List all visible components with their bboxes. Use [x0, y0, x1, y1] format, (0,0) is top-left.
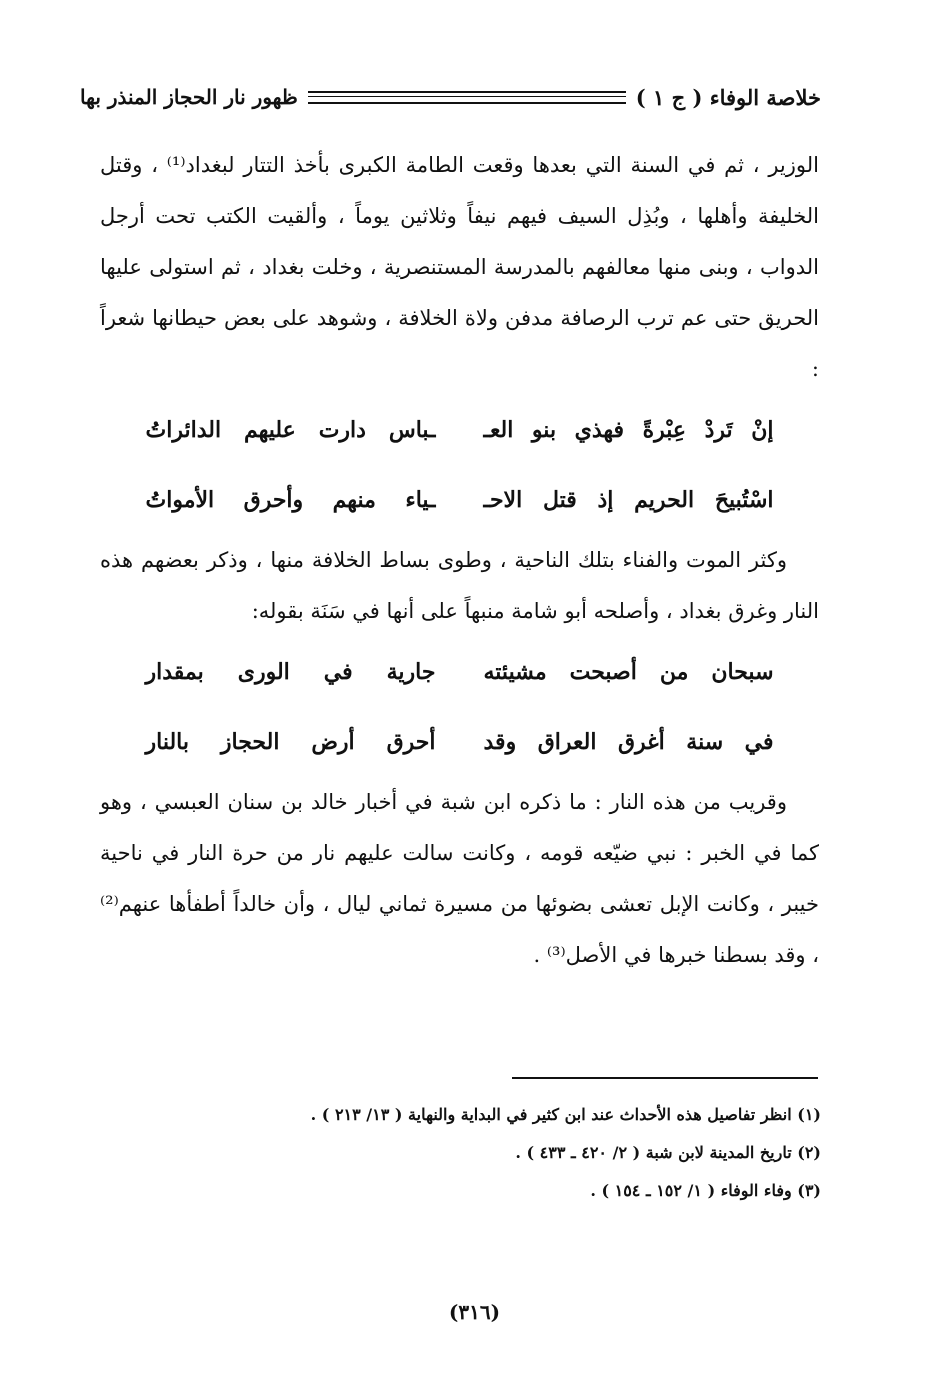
footnote-3: (٣) وفاء الوفاء ( ١/ ١٥٢ ـ ١٥٤ ) . — [590, 1181, 821, 1200]
running-header — [80, 80, 821, 114]
footnote-separator — [512, 1077, 818, 1079]
footnotes — [140, 1096, 821, 1210]
verse-4-second-hemistich: أحرق أرض الحجاز بالنار — [145, 728, 436, 755]
footnote-2: (٢) تاريخ المدينة لابن شبة ( ٢/ ٤٢٠ ـ ٤٣٣ ) . — [515, 1143, 821, 1162]
verse-line-2 — [100, 465, 819, 535]
verse-2-first-hemistich: اسْتُبيحَ الحريم إذ قتل الاحـ — [483, 486, 774, 513]
verse-3-first-hemistich: سبحان من أصبحت مشيئته — [483, 658, 774, 685]
footnote-1: (١) انظر تفاصيل هذه الأحداث عند ابن كثير في البداية والنهاية ( ١٣/ ٢١٣ ) . — [310, 1105, 821, 1124]
page-number: (٣١٦) — [448, 1300, 501, 1324]
paragraph-2: وكثر الموت والفناء بتلك الناحية ، وطوى بساط الخلافة منها ، وذكر بعضهم هذه النار وغرق بغداد ، وأصلحه أبو شامة منبهاً على أنها في سَنَة بقوله: — [100, 548, 819, 623]
header-rule — [308, 91, 626, 104]
verse-1-first-hemistich: إنْ تَردْ عِبْرةً فهذي بنو العـ — [483, 416, 774, 443]
verse-line-4 — [100, 707, 819, 777]
verse-4-first-hemistich: في سنة أغرق العراق وقد — [483, 728, 774, 755]
verse-3-second-hemistich: جارية في الورى بمقدار — [145, 658, 436, 685]
body-text — [100, 140, 819, 981]
paragraph-3: وقريب من هذه النار : ما ذكره ابن شبة في أخبار خالد بن سنان العبسي ، وهو كما في الخبر : نبي ضيّعه قومه ، وكانت سالت عليهم نار من حرة النار في ناحية خيبر ، وكانت الإبل تعشى بضوئها من مسيرة ثماني ليال ، وأن خالداً أطفأها عنهم⁽²⁾ ، وقد بسطنا خبرها في الأصل⁽³⁾ . — [100, 790, 819, 967]
verse-2-second-hemistich: ـياء منهم وأحرق الأمواتُ — [145, 486, 436, 513]
section-title: ظهور نار الحجاز المنذر بها — [80, 85, 298, 109]
verse-line-3 — [100, 637, 819, 707]
verse-line-1 — [100, 395, 819, 465]
paragraph-1: الوزير ، ثم في السنة التي بعدها وقعت الطامة الكبرى بأخذ التتار لبغداد⁽¹⁾ ، وقتل الخليفة وأهلها ، وبُذِل السيف فيهم نيفاً وثلاثين يوماً ، وألقيت الكتب تحت أرجل الدواب ، وبنى منها معالفهم بالمدرسة المستنصرية ، وخلت بغداد ، ثم استولى عليها الحريق حتى عم ترب الرصافة مدفن ولاة الخلافة ، وشوهد على بعض حيطانها شعراً : — [100, 153, 819, 381]
book-title: خلاصة الوفاء ( ج ١ ) — [635, 84, 821, 110]
verse-1-second-hemistich: ـباس دارت عليهم الدائراتُ — [145, 416, 436, 443]
